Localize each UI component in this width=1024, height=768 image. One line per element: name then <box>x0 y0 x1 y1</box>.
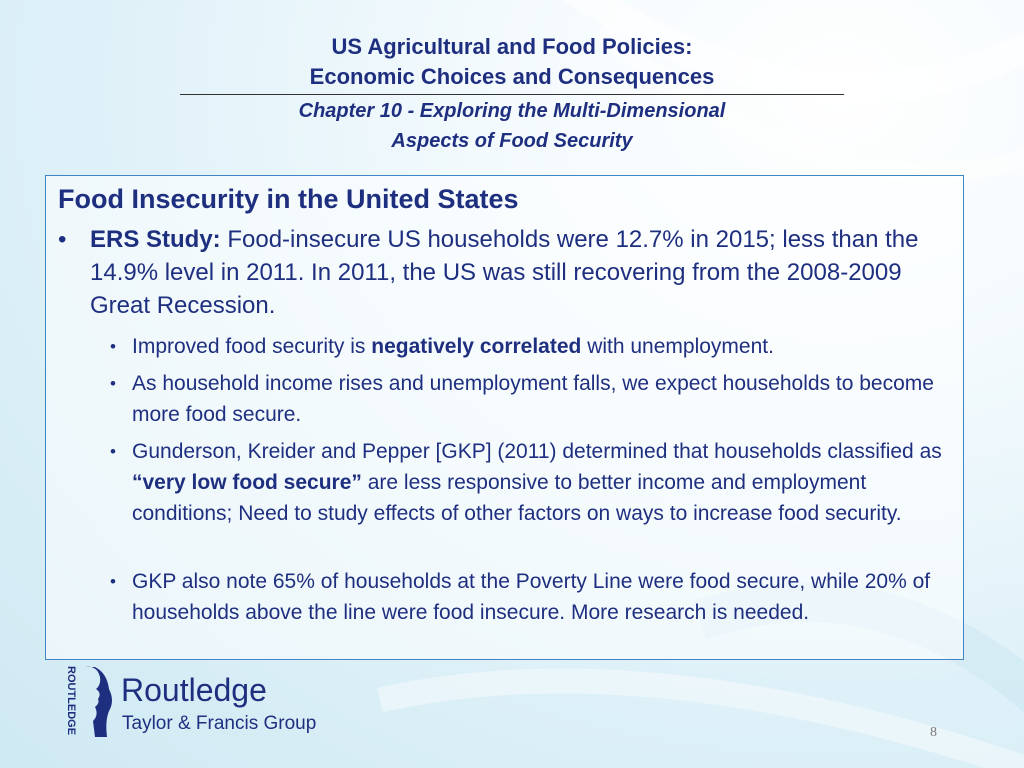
routledge-logo <box>55 663 355 743</box>
chapter-title-line1: Chapter 10 - Exploring the Multi-Dimensional <box>298 100 726 122</box>
publisher-group: Taylor & Francis Group <box>122 713 317 734</box>
bullet-glyph: • <box>58 226 67 253</box>
logo-vertical-text: ROUTLEDGE <box>65 666 77 736</box>
main-bullet <box>58 223 938 322</box>
sub-bullet-1 <box>110 331 950 362</box>
bullet-glyph: • <box>110 374 116 393</box>
book-title-line1: US Agricultural and Food Policies: <box>331 34 693 59</box>
sub-bullet-2 <box>110 368 950 430</box>
page-number: 8 <box>930 725 937 740</box>
bullet-glyph: • <box>110 442 116 461</box>
chapter-title-line2: Aspects of Food Security <box>391 130 633 152</box>
publisher-name: Routledge <box>121 672 267 708</box>
sub-bullet-1-emphasis: negatively correlated <box>371 335 582 358</box>
header-divider <box>180 94 844 95</box>
content-box <box>45 175 964 660</box>
sub-bullet-3 <box>110 436 950 529</box>
sub-bullet-2-text: As household income rises and unemployment falls, we expect households to become more food secure. <box>132 372 934 426</box>
sub-bullet-3-before: Gunderson, Kreider and Pepper [GKP] (2011) determined that households classified as <box>132 440 942 463</box>
slide-header <box>0 32 1024 156</box>
sub-bullet-4 <box>110 566 950 628</box>
sub-bullet-4-text: GKP also note 65% of households at the Poverty Line were food secure, while 20% of households above the line were food insecure. More research is needed. <box>132 570 931 624</box>
sub-bullet-3-after: are less responsive to better income and employment conditions; Need to study effects of other factors on ways to increase food security. <box>132 471 902 525</box>
main-bullet-body: Food-insecure US households were 12.7% in 2015; less than the 14.9% level in 2011. In 2011, the US was still recovering from the 2008-2009 Great Recession. <box>90 226 919 319</box>
book-title-line2: Economic Choices and Consequences <box>309 64 715 89</box>
logo-profile-mark <box>85 667 112 737</box>
bullet-glyph: • <box>110 572 116 591</box>
sub-bullet-3-emphasis: “very low food secure” <box>132 471 362 494</box>
bullet-glyph: • <box>110 337 116 356</box>
main-bullet-label: ERS Study: <box>90 226 221 253</box>
main-bullet-text <box>90 223 938 322</box>
sub-bullet-1-after: with unemployment. <box>581 335 774 358</box>
sub-bullet-1-before: Improved food security is <box>132 335 372 358</box>
content-heading: Food Insecurity in the United States <box>58 184 519 214</box>
